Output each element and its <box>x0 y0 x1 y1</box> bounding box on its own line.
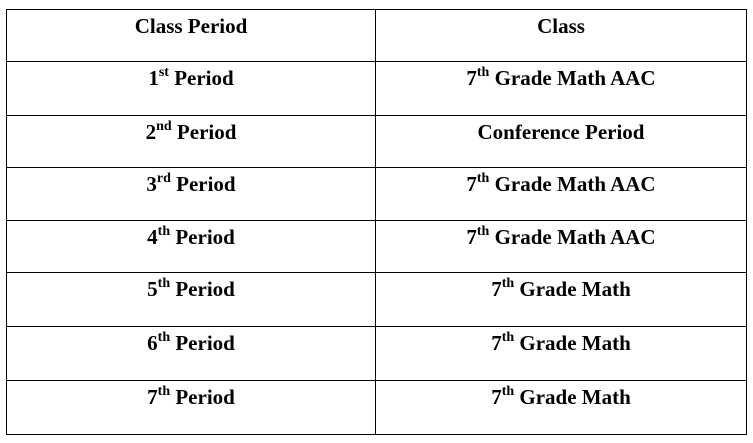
table-row <box>7 221 747 273</box>
period-suffix: th <box>157 276 171 291</box>
class-cell <box>376 116 747 168</box>
period-word: Period <box>175 225 235 249</box>
class-name: Grade Math AAC <box>494 225 656 249</box>
class-grade-suffix: th <box>501 276 515 291</box>
period-cell <box>7 221 376 273</box>
class-grade-suffix: th <box>476 224 490 239</box>
period-cell <box>7 62 376 116</box>
period-number: 5 <box>147 277 158 301</box>
class-grade-number: 7 <box>491 385 502 409</box>
period-word: Period <box>176 172 236 196</box>
period-suffix: th <box>157 384 171 399</box>
period-word: Period <box>176 120 237 144</box>
table-row <box>7 168 747 221</box>
class-grade-suffix: th <box>501 384 515 399</box>
table-row <box>7 327 747 381</box>
period-number: 7 <box>147 385 158 409</box>
table-row <box>7 381 747 435</box>
class-grade-suffix: th <box>476 65 490 80</box>
table-row <box>7 62 747 116</box>
period-suffix: th <box>157 330 171 345</box>
class-name: Grade Math AAC <box>494 172 656 196</box>
class-name: Grade Math <box>519 277 631 301</box>
class-cell <box>376 327 747 381</box>
class-name: Grade Math <box>519 331 631 355</box>
period-word: Period <box>175 385 235 409</box>
period-suffix: th <box>157 224 171 239</box>
header-row <box>7 10 747 62</box>
period-cell <box>7 381 376 435</box>
class-cell <box>376 273 747 327</box>
class-grade-number: 7 <box>466 225 477 249</box>
period-word: Period <box>174 66 234 90</box>
period-cell <box>7 327 376 381</box>
class-grade-number: 7 <box>491 277 502 301</box>
class-grade-suffix: th <box>476 171 490 186</box>
class-name: Grade Math AAC <box>494 66 656 90</box>
class-name: Conference Period <box>477 120 645 144</box>
period-suffix: nd <box>156 119 172 134</box>
period-cell <box>7 116 376 168</box>
period-suffix: rd <box>156 171 171 186</box>
period-number: 4 <box>147 225 158 249</box>
period-number: 3 <box>146 172 157 196</box>
class-name: Grade Math <box>519 385 631 409</box>
class-grade-suffix: th <box>501 330 515 345</box>
header-class-period: Class Period <box>7 10 376 62</box>
class-cell <box>376 62 747 116</box>
table-row <box>7 273 747 327</box>
period-cell <box>7 273 376 327</box>
period-word: Period <box>175 331 235 355</box>
class-cell <box>376 381 747 435</box>
period-number: 2 <box>145 120 157 144</box>
class-cell <box>376 221 747 273</box>
class-grade-number: 7 <box>491 331 502 355</box>
class-cell <box>376 168 747 221</box>
period-suffix: st <box>158 65 169 80</box>
class-grade-number: 7 <box>466 172 477 196</box>
period-word: Period <box>175 277 235 301</box>
class-grade-number: 7 <box>466 66 477 90</box>
table-row <box>7 116 747 168</box>
period-cell <box>7 168 376 221</box>
header-class: Class <box>376 10 747 62</box>
class-schedule-table <box>6 9 747 435</box>
period-number: 1 <box>148 66 159 90</box>
period-number: 6 <box>147 331 158 355</box>
